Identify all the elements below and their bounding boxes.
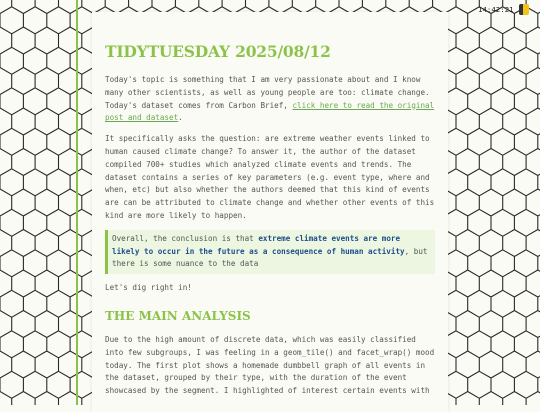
- callout-prefix: Overall, the conclusion is that: [112, 233, 259, 243]
- callout-suffix: , but there is some nuance to the data: [112, 246, 428, 269]
- article-content: [105, 42, 435, 398]
- article-page: [92, 12, 448, 412]
- source-link[interactable]: click here to read the original post and dataset: [105, 100, 435, 123]
- callout-text: [112, 233, 431, 271]
- intro-text: Today's topic is something that I am very passionate about and I know many other scientists, as well as young people are too: climate change. Today's dataset comes from Carbon Brief,: [105, 75, 430, 110]
- analysis-paragraph: Due to the high amount of discrete data, which was easily classified into few subgroups, I was feeling in a geom_tile() and facet_wrap() mood today. The first plot shows a homemade dumbbell graph of all events in the dataset, grouped by their type, with the duration of the event showcased by the segment. I highlighted of interest certain events with: [105, 334, 435, 396]
- margin-line: [76, 0, 78, 405]
- section-title: THE MAIN ANALYSIS: [105, 308, 251, 323]
- battery-icon[interactable]: [519, 4, 529, 15]
- conclusion-callout: [105, 230, 435, 274]
- dig-in-text: Let's dig right in!: [105, 283, 192, 293]
- system-clock: 14:42:21: [478, 5, 514, 14]
- intro-paragraph: [105, 74, 435, 125]
- callout-highlight: extreme climate events are more likely to occur in the future as a consequence of human activity: [112, 233, 405, 256]
- question-paragraph: It specifically asks the question: are extreme weather events linked to human caused climate change? To answer it, the author of the dataset compiled 700+ studies which analyzed climate events and trends. The dataset contains a series of key parameters (e.g. event type, where and when, etc) but also whether the authors deemed that this kind of events are can be attributed to climate change and whether other events of this kind are more likely to happen.: [105, 134, 435, 220]
- page-title: TIDYTUESDAY 2025/08/12: [105, 42, 331, 61]
- intro-end: .: [178, 113, 183, 123]
